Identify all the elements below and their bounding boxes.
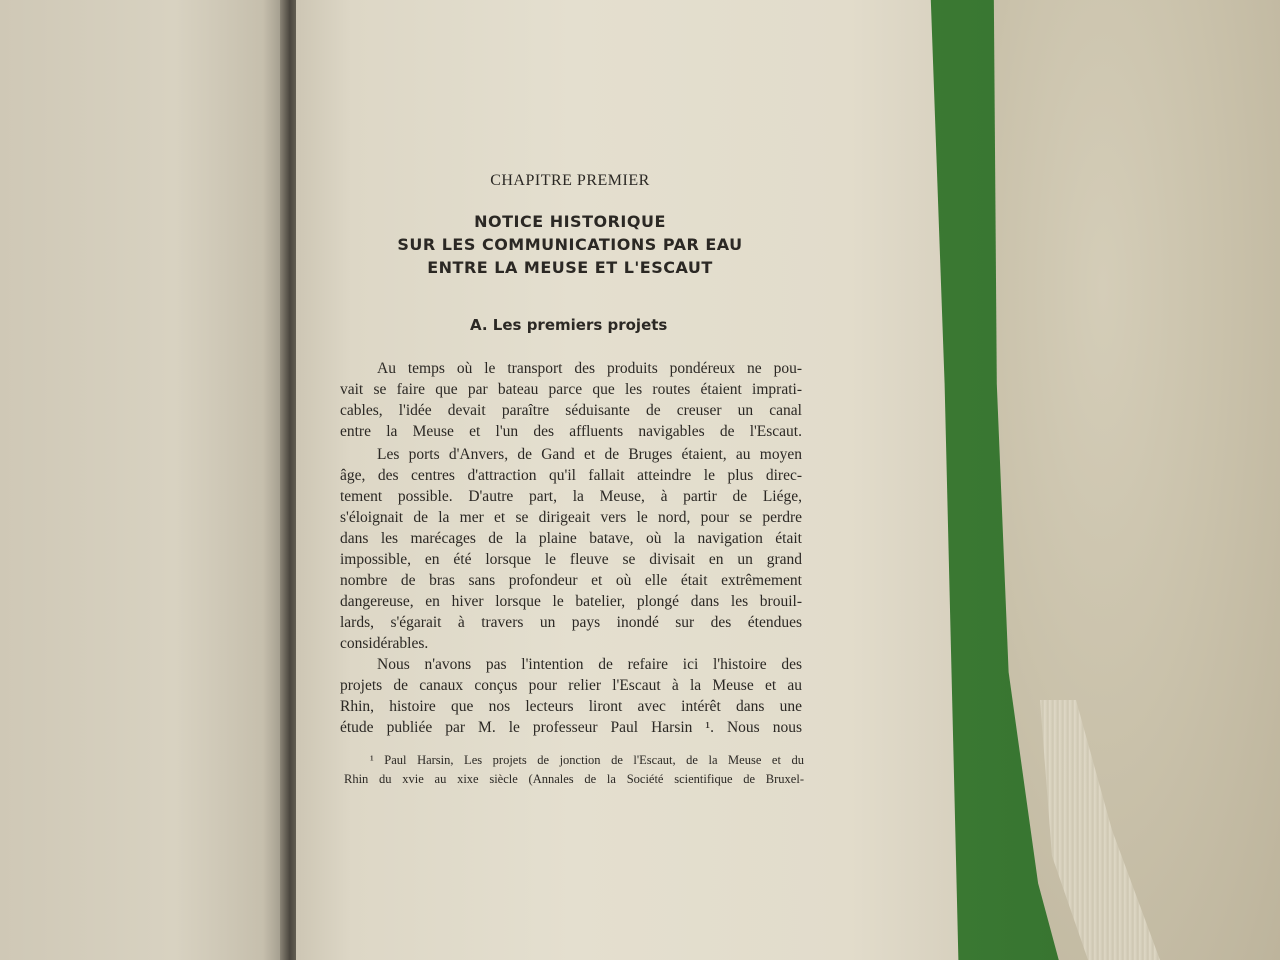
- body-line: Rhin, histoire que nos lecteurs liront avec intérêt dans une: [340, 698, 802, 715]
- footnote-line: ¹ Paul Harsin, Les projets de jonction de l'Escaut, de la Meuse et du: [370, 753, 804, 767]
- body-line: considérables.: [340, 635, 429, 652]
- title-line-2: SUR LES COMMUNICATIONS PAR EAU: [397, 235, 743, 254]
- body-line: dans les marécages de la plaine batave, où la navigation était: [340, 530, 802, 547]
- body-line: tement possible. D'autre part, la Meuse, à partir de Liége,: [340, 488, 802, 505]
- title-line-1: NOTICE HISTORIQUE: [474, 212, 666, 231]
- body-line: étude publiée par M. le professeur Paul Harsin ¹. Nous nous: [340, 719, 802, 736]
- body-line: cables, l'idée devait paraître séduisante de creuser un canal: [340, 402, 802, 419]
- body-line: vait se faire que par bateau parce que les routes étaient imprati-: [340, 381, 802, 398]
- body-line: projets de canaux conçus pour relier l'Escaut à la Meuse et au: [340, 677, 802, 694]
- body-line: Nous n'avons pas l'intention de refaire ici l'histoire des: [377, 656, 802, 673]
- chapter-heading: CHAPITRE PREMIER: [490, 172, 650, 189]
- body-line: s'éloignait de la mer et se dirigeait vers le nord, pour se perdre: [340, 509, 802, 526]
- title-line-3: ENTRE LA MEUSE ET L'ESCAUT: [427, 258, 713, 277]
- body-line: lards, s'égarait à travers un pays inondé sur des étendues: [340, 614, 802, 631]
- body-line: Les ports d'Anvers, de Gand et de Bruges étaient, au moyen: [377, 446, 802, 463]
- body-line: Au temps où le transport des produits pondéreux ne pou-: [377, 360, 802, 377]
- body-line: entre la Meuse et l'un des affluents navigables de l'Escaut.: [340, 423, 802, 440]
- body-line: âge, des centres d'attraction qu'il fallait atteindre le plus direc-: [340, 467, 802, 484]
- body-line: nombre de bras sans profondeur et où elle était extrêmement: [340, 572, 802, 589]
- body-line: dangereuse, en hiver lorsque le batelier, plongé dans les brouil-: [340, 593, 802, 610]
- section-heading: A. Les premiers projets: [470, 316, 668, 334]
- footnote-line: Rhin du xvie au xixe siècle (Annales de la Société scientifique de Bruxel-: [344, 772, 804, 786]
- body-line: impossible, en été lorsque le fleuve se divisait en un grand: [340, 551, 802, 568]
